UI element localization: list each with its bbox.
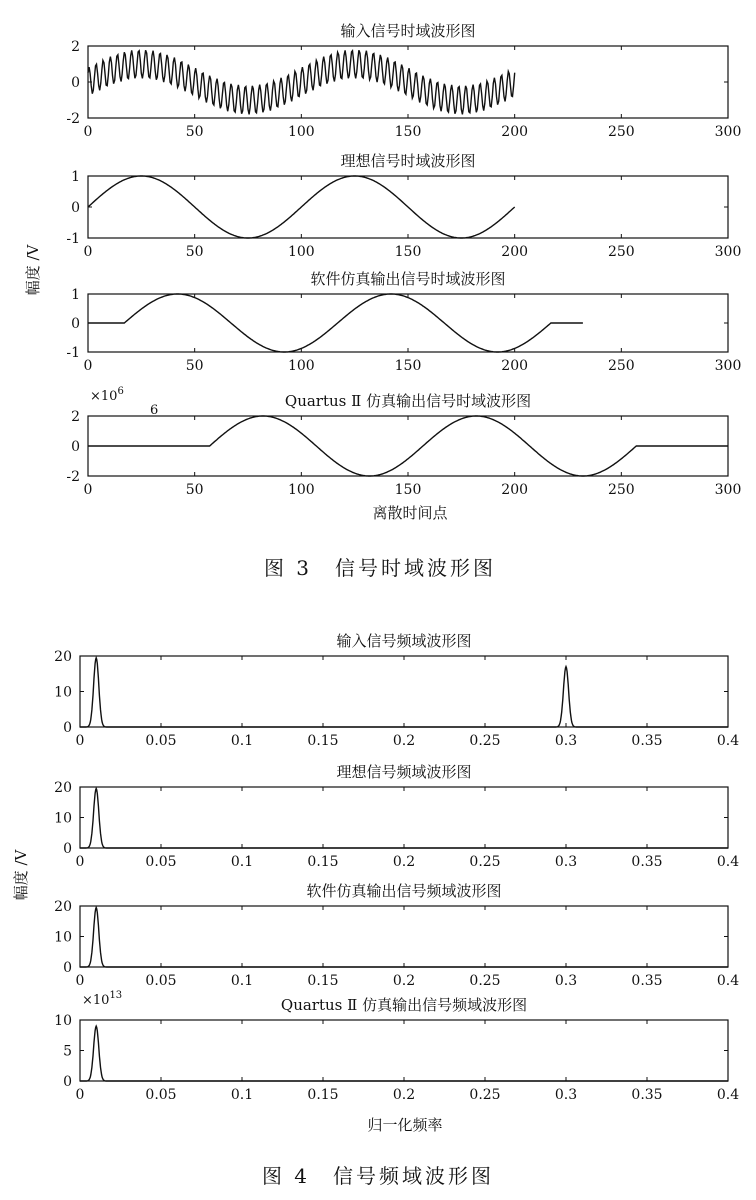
x-tick-label: 200 <box>501 358 529 374</box>
y-tick-label: 1 <box>71 287 80 303</box>
subplot-3 <box>66 270 741 374</box>
x-tick-label: 0.1 <box>230 973 254 989</box>
x-tick-label: 0.05 <box>145 973 177 989</box>
x-tick-label: 0 <box>75 854 85 870</box>
x-tick-label: 250 <box>607 482 635 498</box>
y-tick-label: 0 <box>63 841 72 857</box>
subplot-title: 理想信号时域波形图 <box>340 152 476 170</box>
series-line <box>80 908 728 968</box>
x-tick-label: 50 <box>185 482 204 498</box>
y-tick-label: 20 <box>54 780 72 796</box>
x-tick-label: 50 <box>185 244 204 260</box>
y-tick-label: 0 <box>71 75 80 91</box>
series-line <box>80 658 728 727</box>
y-tick-label: 0 <box>71 200 80 216</box>
subplot-6 <box>54 763 739 870</box>
y-tick-label: 0 <box>63 720 72 736</box>
subplot-4 <box>66 386 741 498</box>
y-tick-label: 1 <box>71 169 80 185</box>
x-tick-label: 0.2 <box>392 973 416 989</box>
x-tick-label: 300 <box>714 358 742 374</box>
x-tick-label: 0.2 <box>392 733 416 749</box>
x-tick-label: 0.15 <box>307 854 339 870</box>
x-tick-label: 150 <box>394 124 422 140</box>
x-tick-label: 0.15 <box>307 1087 339 1103</box>
fig4-ylabel: 幅度 /V <box>12 849 30 901</box>
subplot-5 <box>54 632 739 749</box>
x-tick-label: 0 <box>75 973 85 989</box>
y-tick-label: 2 <box>71 409 80 425</box>
x-tick-label: 150 <box>394 358 422 374</box>
x-tick-label: 200 <box>501 244 529 260</box>
x-tick-label: 150 <box>394 244 422 260</box>
plot-frame <box>80 787 728 848</box>
x-tick-label: 100 <box>287 358 315 374</box>
y-tick-label: -1 <box>66 231 80 247</box>
x-tick-label: 0 <box>83 482 93 498</box>
x-tick-label: 250 <box>607 358 635 374</box>
series-line <box>80 789 728 849</box>
fig3-ylabel: 幅度 /V <box>24 244 42 296</box>
x-tick-label: 0.2 <box>392 854 416 870</box>
x-tick-label: 0.25 <box>469 1087 501 1103</box>
x-tick-label: 0.3 <box>554 854 578 870</box>
x-tick-label: 0.35 <box>631 733 663 749</box>
plot-frame <box>88 294 728 352</box>
x-tick-label: 100 <box>287 482 315 498</box>
plot-frame <box>80 906 728 967</box>
y-tick-label: -1 <box>66 345 80 361</box>
fig3-xlabel: 离散时间点 <box>372 504 448 522</box>
x-tick-label: 0 <box>75 733 85 749</box>
fig4-caption: 图 4 信号频域波形图 <box>261 1164 495 1188</box>
plot-frame <box>80 1020 728 1081</box>
y-tick-label: 10 <box>54 929 72 946</box>
series-line <box>88 416 728 476</box>
x-tick-label: 0.05 <box>145 733 177 749</box>
y-tick-label: -2 <box>66 111 80 127</box>
y-tick-label: 10 <box>54 810 72 827</box>
x-tick-label: 50 <box>185 358 204 374</box>
x-tick-label: 0.15 <box>307 973 339 989</box>
x-tick-label: 0.1 <box>230 1087 254 1103</box>
x-tick-label: 0.25 <box>469 854 501 870</box>
y-tick-label: 2 <box>71 39 80 55</box>
subplot-title: 软件仿真输出信号时域波形图 <box>310 270 506 288</box>
x-tick-label: 200 <box>501 482 529 498</box>
x-tick-label: 0.25 <box>469 733 501 749</box>
x-tick-label: 100 <box>287 124 315 140</box>
y-tick-label: 0 <box>71 439 80 455</box>
subplot-1 <box>66 22 741 140</box>
stray-mark: 6 <box>150 403 159 418</box>
y-tick-label: 10 <box>54 1013 72 1029</box>
series-line <box>80 1026 728 1081</box>
subplot-8 <box>54 990 739 1103</box>
x-tick-label: 250 <box>607 124 635 140</box>
fig3-caption: 图 3 信号时域波形图 <box>263 556 497 580</box>
subplot-title: 输入信号频域波形图 <box>336 632 472 650</box>
plot-frame <box>80 656 728 727</box>
x-tick-label: 0.2 <box>392 1087 416 1103</box>
series-line <box>88 50 515 114</box>
x-tick-label: 300 <box>714 244 742 260</box>
x-tick-label: 0.3 <box>554 1087 578 1103</box>
y-tick-label: 0 <box>63 960 72 976</box>
subplot-title: 软件仿真输出信号频域波形图 <box>306 882 502 900</box>
subplot-title: 理想信号频域波形图 <box>336 763 472 781</box>
x-tick-label: 0.1 <box>230 733 254 749</box>
x-tick-label: 0 <box>75 1087 85 1103</box>
x-tick-label: 300 <box>714 482 742 498</box>
x-tick-label: 0.4 <box>716 733 740 749</box>
x-tick-label: 150 <box>394 482 422 498</box>
x-tick-label: 0.1 <box>230 854 254 870</box>
x-tick-label: 0.35 <box>631 973 663 989</box>
y-tick-label: 20 <box>54 649 72 665</box>
x-tick-label: 0 <box>83 358 93 374</box>
x-tick-label: 0.4 <box>716 1087 740 1103</box>
x-tick-label: 0.4 <box>716 854 740 870</box>
x-tick-label: 0.35 <box>631 1087 663 1103</box>
x-tick-label: 0.4 <box>716 973 740 989</box>
subplot-title: Quartus Ⅱ 仿真输出信号时域波形图 <box>284 392 532 410</box>
x-tick-label: 250 <box>607 244 635 260</box>
x-tick-label: 0.15 <box>307 733 339 749</box>
series-line <box>88 176 515 238</box>
y-tick-label: -2 <box>66 469 80 485</box>
x-tick-label: 0.3 <box>554 973 578 989</box>
x-tick-label: 0.25 <box>469 973 501 989</box>
y-tick-label: 0 <box>71 316 80 332</box>
subplot-7 <box>54 882 739 989</box>
x-tick-label: 0 <box>83 244 93 260</box>
x-tick-label: 200 <box>501 124 529 140</box>
fig4-xlabel: 归一化频率 <box>367 1116 443 1134</box>
y-tick-label: 20 <box>54 899 72 915</box>
x-tick-label: 0.3 <box>554 733 578 749</box>
x-tick-label: 0.05 <box>145 854 177 870</box>
y-tick-label: 10 <box>54 684 72 701</box>
y-tick-label: 5 <box>63 1043 72 1060</box>
x-tick-label: 0.35 <box>631 854 663 870</box>
x-tick-label: 50 <box>185 124 204 140</box>
x-tick-label: 0.05 <box>145 1087 177 1103</box>
y-scale-multiplier: $\times 10^6$ <box>90 386 124 404</box>
x-tick-label: 100 <box>287 244 315 260</box>
y-tick-label: 0 <box>63 1074 72 1090</box>
x-tick-label: 0 <box>83 124 93 140</box>
series-line <box>88 294 583 352</box>
subplot-title: 输入信号时域波形图 <box>340 22 476 40</box>
subplot-title: Quartus Ⅱ 仿真输出信号频域波形图 <box>280 996 528 1014</box>
y-scale-multiplier: $\times 10^{13}$ <box>82 990 123 1008</box>
subplot-2 <box>66 152 741 260</box>
x-tick-label: 300 <box>714 124 742 140</box>
